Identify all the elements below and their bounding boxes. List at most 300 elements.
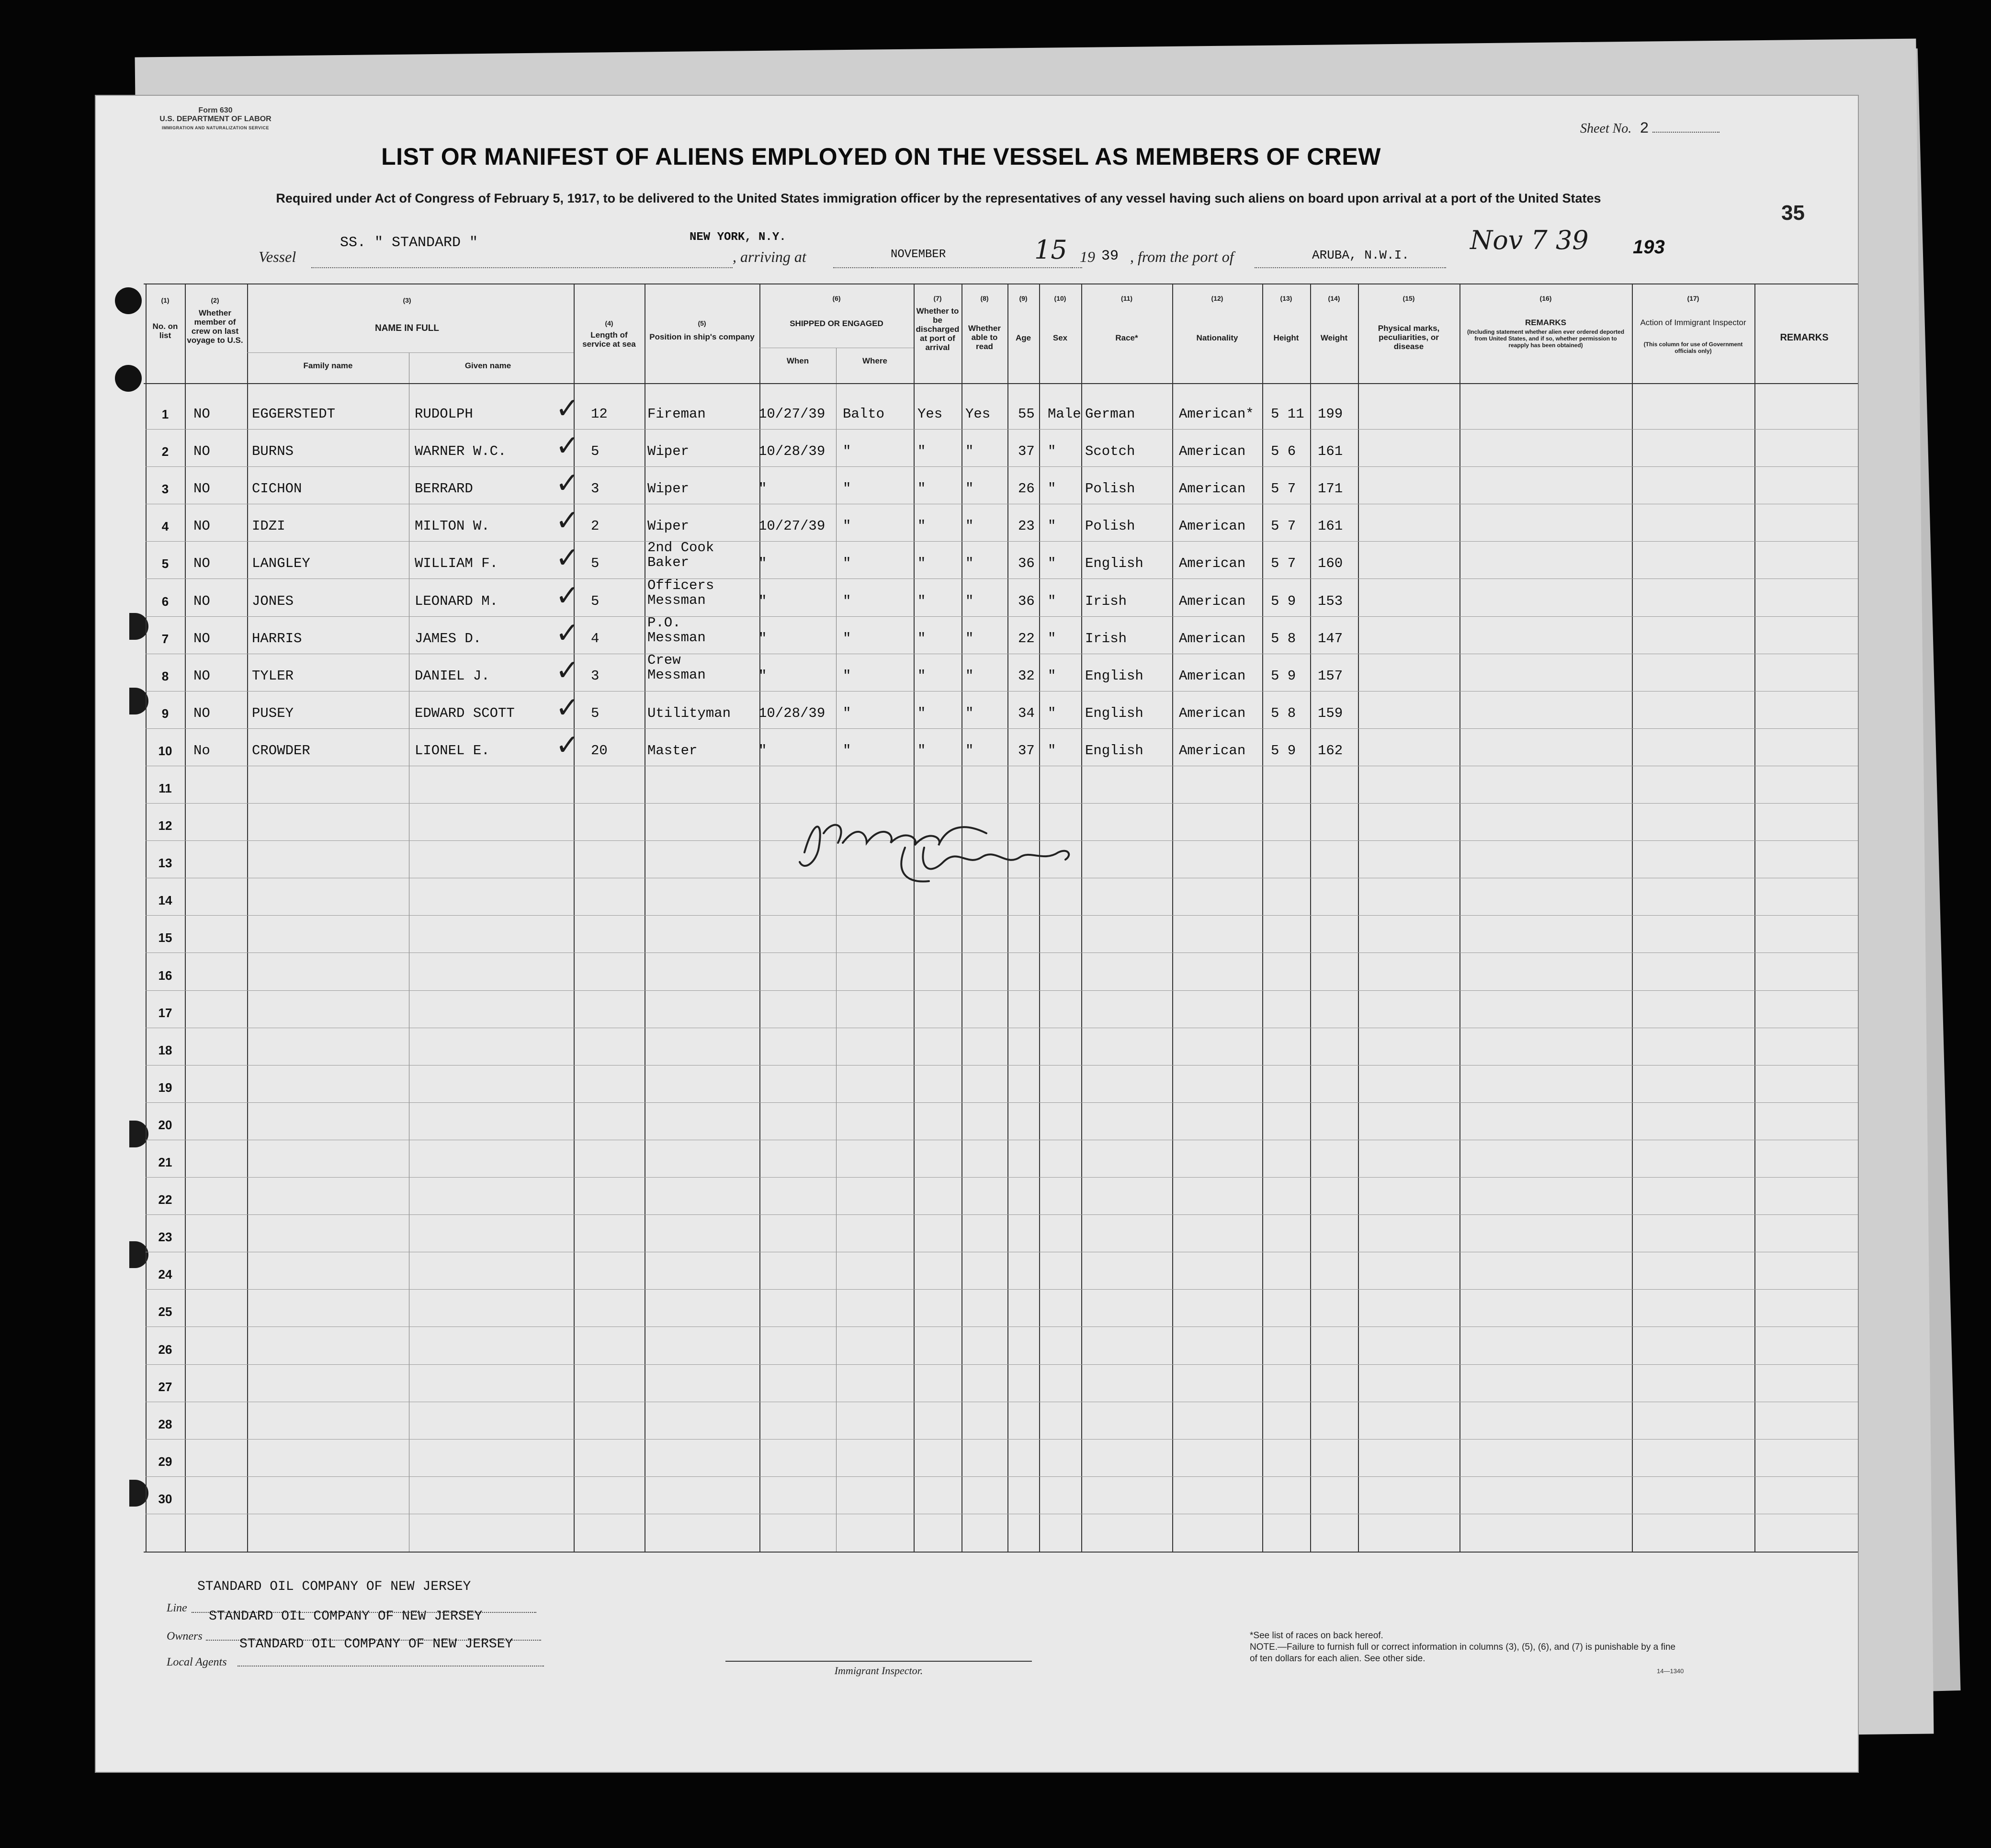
col-3-family-name: Family name	[303, 361, 353, 370]
row-number: 10	[158, 744, 172, 758]
row-number: 18	[158, 1043, 172, 1057]
col-5-label: Position in ship's company	[649, 332, 755, 341]
position-cell: Crew Messman	[647, 652, 706, 683]
sheet-number-label: Sheet No.	[1580, 121, 1632, 136]
grid-hline	[146, 1476, 1858, 1477]
service-length-cell: 12	[591, 406, 608, 422]
race-cell: English	[1085, 556, 1143, 571]
grid-vline	[836, 348, 837, 1552]
nationality-cell: American	[1179, 631, 1246, 646]
col-14-label: Weight	[1320, 333, 1348, 342]
service-length-cell: 20	[591, 743, 608, 759]
position-cell: P.O. Messman	[647, 615, 706, 646]
from-port: ARUBA, N.W.I.	[1312, 248, 1409, 262]
sheet-number-value: 2	[1640, 120, 1649, 137]
able-to-read-cell: "	[965, 593, 974, 609]
sex-cell: "	[1048, 481, 1056, 497]
check-mark-icon: ✓	[555, 429, 580, 463]
col-16-num: (16)	[1539, 295, 1552, 302]
race-cell: English	[1085, 668, 1143, 684]
grid-vline	[1081, 283, 1082, 1552]
position-cell: Utilityman	[647, 705, 731, 721]
from-label: , from the port of	[1130, 248, 1234, 265]
weight-cell: 147	[1318, 631, 1343, 646]
grid-vline	[247, 283, 248, 1552]
weight-cell: 157	[1318, 668, 1343, 684]
agents-label: Local Agents	[167, 1656, 227, 1668]
service-length-cell: 5	[591, 443, 600, 459]
given-name-cell: RUDOLPH	[415, 406, 473, 422]
check-mark-icon: ✓	[555, 616, 580, 650]
grid-hline	[144, 383, 1858, 384]
service-length-cell: 5	[591, 705, 600, 721]
grid-vline	[1007, 283, 1008, 1552]
shipped-when-cell: "	[758, 631, 767, 646]
col-12-num: (12)	[1211, 295, 1223, 302]
shipped-where-cell: "	[843, 518, 851, 534]
family-name-cell: EGGERSTEDT	[252, 406, 336, 422]
discharged-cell: "	[917, 443, 926, 459]
nationality-cell: American	[1179, 556, 1246, 571]
sex-cell: "	[1048, 743, 1056, 759]
shipped-when-cell: 10/28/39	[758, 705, 826, 721]
row-number: 29	[158, 1454, 172, 1469]
grid-vline	[1754, 283, 1755, 1552]
row-number: 22	[158, 1192, 172, 1207]
shipped-where-cell: "	[843, 443, 851, 459]
age-cell: 32	[1018, 668, 1035, 684]
age-cell: 36	[1018, 556, 1035, 571]
grid-vline	[1632, 283, 1633, 1552]
grid-hline	[146, 1364, 1858, 1365]
able-to-read-cell: "	[965, 631, 974, 646]
col-6-when: When	[786, 356, 809, 365]
height-cell: 5 7	[1271, 556, 1296, 571]
sex-cell: "	[1048, 668, 1056, 684]
service-length-cell: 3	[591, 481, 600, 497]
col-2-label: Whether member of crew on last voyage to U.S.	[187, 308, 243, 345]
age-cell: 36	[1018, 593, 1035, 609]
last-voyage-cell: NO	[193, 443, 210, 459]
row-number: 24	[158, 1267, 172, 1281]
discharged-cell: "	[917, 631, 926, 646]
race-cell: Polish	[1085, 518, 1135, 534]
col-1-num: (1)	[161, 296, 170, 304]
height-cell: 5 7	[1271, 518, 1296, 534]
col-3-num: (3)	[403, 296, 411, 304]
grid-hline	[146, 429, 1858, 430]
form-number: Form 630	[198, 106, 233, 114]
service-length-cell: 4	[591, 631, 600, 646]
age-cell: 37	[1018, 443, 1035, 459]
last-voyage-cell: NO	[193, 518, 210, 534]
note-penalty: NOTE.—Failure to furnish full or correct information in columns (3), (5), (6), and (7) is punishable by a fine of ten dollars for each alien. See other side.	[1250, 1642, 1676, 1664]
able-to-read-cell: "	[965, 668, 974, 684]
weight-cell: 153	[1318, 593, 1343, 609]
row-number: 19	[158, 1080, 172, 1095]
col-17-num: (17)	[1687, 295, 1699, 302]
nationality-cell: American	[1179, 705, 1246, 721]
row-number: 15	[158, 930, 172, 945]
weight-cell: 161	[1318, 443, 1343, 459]
service: IMMIGRATION AND NATURALIZATION SERVICE	[162, 125, 269, 130]
grid-hline	[146, 691, 1858, 692]
grid-vline	[1459, 283, 1460, 1552]
department: U.S. DEPARTMENT OF LABOR	[159, 115, 272, 123]
check-mark-icon: ✓	[555, 392, 580, 425]
weight-cell: 162	[1318, 743, 1343, 759]
age-cell: 22	[1018, 631, 1035, 646]
col-10-label: Sex	[1052, 333, 1068, 342]
last-voyage-cell: NO	[193, 668, 210, 684]
able-to-read-cell: "	[965, 518, 974, 534]
nationality-cell: American	[1179, 518, 1246, 534]
discharged-cell: "	[917, 556, 926, 571]
discharged-cell: "	[917, 668, 926, 684]
service-length-cell: 3	[591, 668, 600, 684]
weight-cell: 161	[1318, 518, 1343, 534]
shipped-when-cell: 10/28/39	[758, 443, 826, 459]
discharged-cell: "	[917, 481, 926, 497]
row-number: 3	[161, 482, 169, 496]
vessel-label: Vessel	[259, 248, 296, 265]
sheet-number	[1580, 120, 1720, 137]
row-number: 16	[158, 968, 172, 983]
position-cell: Master	[647, 743, 698, 759]
grid-vline	[1310, 283, 1311, 1552]
shipped-where-cell: "	[843, 481, 851, 497]
grid-hline	[144, 1552, 1858, 1553]
row-number: 9	[161, 706, 169, 721]
grid-hline	[144, 283, 1858, 284]
col-9-num: (9)	[1019, 295, 1028, 302]
arrival-month: NOVEMBER	[891, 248, 946, 261]
last-voyage-cell: NO	[193, 406, 210, 422]
sex-cell: "	[1048, 518, 1056, 534]
grid-hline	[146, 1177, 1858, 1178]
col-6-where: Where	[862, 356, 887, 365]
height-cell: 5 7	[1271, 481, 1296, 497]
race-cell: German	[1085, 406, 1135, 422]
sex-cell: "	[1048, 593, 1056, 609]
grid-hline	[146, 952, 1858, 953]
age-cell: 37	[1018, 743, 1035, 759]
age-cell: 26	[1018, 481, 1035, 497]
given-name-cell: LIONEL E.	[415, 743, 490, 759]
nationality-cell: American	[1179, 481, 1246, 497]
discharged-cell: "	[917, 705, 926, 721]
inspector-label: Immigrant Inspector.	[834, 1665, 923, 1677]
grid-hline	[146, 728, 1858, 729]
check-mark-icon: ✓	[555, 504, 580, 537]
height-cell: 5 9	[1271, 668, 1296, 684]
row-number: 4	[161, 519, 169, 533]
col-4-label: Length of service at sea	[582, 330, 636, 349]
grid-hline	[146, 915, 1858, 916]
row-number: 21	[158, 1155, 172, 1169]
col-13-label: Height	[1273, 333, 1299, 342]
grid-vline	[1039, 283, 1040, 1552]
race-cell: English	[1085, 705, 1143, 721]
col-remarks-label: REMARKS	[1780, 332, 1829, 343]
grid-vline	[185, 283, 186, 1552]
able-to-read-cell: "	[965, 705, 974, 721]
sex-cell: "	[1048, 631, 1056, 646]
shipped-where-cell: "	[843, 556, 851, 571]
col-14-num: (14)	[1328, 295, 1340, 302]
col-15-label: Physical marks, peculiarities, or disease	[1378, 324, 1440, 351]
page-title: LIST OR MANIFEST OF ALIENS EMPLOYED ON THE VESSEL AS MEMBERS OF CREW	[381, 143, 1381, 170]
service-length-cell: 2	[591, 518, 600, 534]
check-mark-icon: ✓	[555, 691, 580, 725]
sex-cell: "	[1048, 556, 1056, 571]
col-16-label: REMARKS	[1525, 318, 1566, 327]
row-number: 17	[158, 1006, 172, 1020]
agents-value: STANDARD OIL COMPANY OF NEW JERSEY	[239, 1637, 513, 1652]
given-name-cell: WARNER W.C.	[415, 443, 507, 459]
year-suffix: 39	[1101, 248, 1119, 264]
last-voyage-cell: NO	[193, 631, 210, 646]
line-value: STANDARD OIL COMPANY OF NEW JERSEY	[197, 1579, 471, 1594]
given-name-cell: LEONARD M.	[415, 593, 498, 609]
nationality-cell: American	[1179, 668, 1246, 684]
col-10-num: (10)	[1054, 295, 1066, 302]
owners-label: Owners	[167, 1630, 203, 1643]
nationality-cell: American	[1179, 743, 1246, 759]
check-mark-icon: ✓	[555, 579, 580, 612]
grid-hline	[146, 1065, 1858, 1066]
shipped-when-cell: "	[758, 593, 767, 609]
form-reference	[139, 106, 292, 132]
given-name-cell: DANIEL J.	[415, 668, 490, 684]
last-voyage-cell: NO	[193, 556, 210, 571]
given-name-cell: WILLIAM F.	[415, 556, 498, 571]
shipped-when-cell: "	[758, 556, 767, 571]
shipped-where-cell: "	[843, 593, 851, 609]
row-number: 13	[158, 856, 172, 870]
family-name-cell: CICHON	[252, 481, 302, 497]
grid-hline	[146, 1326, 1858, 1327]
col-16-note: (Including statement whether alien ever ordered deported from United States, and if so, whether permission to reapply has been obtained)	[1467, 329, 1625, 349]
col-2-num: (2)	[211, 296, 219, 304]
grid-hline	[146, 541, 1858, 542]
race-cell: English	[1085, 743, 1143, 759]
service-length-cell: 5	[591, 556, 600, 571]
arrival-day: 15	[1034, 235, 1067, 265]
row-number: 26	[158, 1342, 172, 1357]
height-cell: 5 8	[1271, 705, 1296, 721]
arriving-label: , arriving at	[733, 248, 806, 265]
race-cell: Irish	[1085, 593, 1127, 609]
row-number: 23	[158, 1230, 172, 1244]
age-cell: 34	[1018, 705, 1035, 721]
binder-hole	[115, 365, 142, 392]
family-name-cell: HARRIS	[252, 631, 302, 646]
vessel-name: SS. " STANDARD "	[340, 235, 478, 251]
row-number: 14	[158, 893, 172, 907]
stamp-number: 193	[1633, 237, 1665, 258]
able-to-read-cell: "	[965, 443, 974, 459]
shipped-where-cell: Balto	[843, 406, 885, 422]
shipped-when-cell: 10/27/39	[758, 406, 826, 422]
vessel-line	[244, 225, 1729, 273]
last-voyage-cell: NO	[193, 705, 210, 721]
family-name-cell: TYLER	[252, 668, 294, 684]
col-17-note: (This column for use of Government officials only)	[1643, 341, 1743, 354]
sex-cell: Male	[1048, 406, 1081, 422]
grid-vline	[1358, 283, 1359, 1552]
family-name-cell: CROWDER	[252, 743, 310, 759]
position-cell: Wiper	[647, 518, 690, 534]
nationality-cell: American	[1179, 593, 1246, 609]
shipped-where-cell: "	[843, 631, 851, 646]
grid-vline	[914, 283, 915, 1552]
race-cell: Irish	[1085, 631, 1127, 646]
col-6-num: (6)	[832, 295, 841, 302]
footer-note	[1250, 1630, 1681, 1665]
able-to-read-cell: "	[965, 481, 974, 497]
binder-hole	[115, 287, 142, 314]
row-number: 25	[158, 1304, 172, 1319]
grid-hline	[146, 1214, 1858, 1215]
discharged-cell: "	[917, 593, 926, 609]
owners-value: STANDARD OIL COMPANY OF NEW JERSEY	[209, 1609, 483, 1624]
check-mark-icon: ✓	[555, 728, 580, 762]
grid-hline	[146, 1439, 1858, 1440]
row-number: 2	[161, 444, 169, 459]
col-15-num: (15)	[1403, 295, 1415, 302]
grid-vline	[759, 283, 760, 1552]
discharged-cell: Yes	[917, 406, 943, 422]
received-date-stamp: Nov 7 39	[1470, 225, 1589, 255]
last-voyage-cell: No	[193, 743, 210, 759]
nationality-cell: American	[1179, 443, 1246, 459]
col-8-label: Whether able to read	[968, 324, 1001, 351]
col-5-num: (5)	[698, 319, 706, 327]
note-races: *See list of races on back hereof.	[1250, 1631, 1383, 1641]
check-mark-icon: ✓	[555, 466, 580, 500]
grid-vline	[1172, 283, 1173, 1552]
race-cell: Scotch	[1085, 443, 1135, 459]
last-voyage-cell: NO	[193, 593, 210, 609]
age-cell: 23	[1018, 518, 1035, 534]
shipped-where-cell: "	[843, 705, 851, 721]
height-cell: 5 6	[1271, 443, 1296, 459]
shipped-where-cell: "	[843, 743, 851, 759]
weight-cell: 199	[1318, 406, 1343, 422]
height-cell: 5 9	[1271, 743, 1296, 759]
col-7-num: (7)	[933, 295, 942, 302]
position-cell: Wiper	[647, 443, 690, 459]
edge-mark: 35	[1781, 201, 1805, 225]
row-number: 7	[161, 632, 169, 646]
weight-cell: 171	[1318, 481, 1343, 497]
col-6-label: SHIPPED OR ENGAGED	[790, 319, 883, 328]
shipped-when-cell: "	[758, 481, 767, 497]
col-12-label: Nationality	[1196, 333, 1238, 342]
last-voyage-cell: NO	[193, 481, 210, 497]
col-3-label: NAME IN FULL	[374, 323, 440, 333]
row-number: 28	[158, 1417, 172, 1431]
row-number: 30	[158, 1492, 172, 1506]
grid-hline	[146, 1102, 1858, 1103]
arriving-port: NEW YORK, N.Y.	[690, 231, 786, 244]
row-number: 12	[158, 818, 172, 833]
shipped-when-cell: "	[758, 668, 767, 684]
grid-vline	[1262, 283, 1263, 1552]
able-to-read-cell: "	[965, 556, 974, 571]
col-17-label: Action of Immigrant Inspector	[1640, 318, 1746, 327]
grid-hline	[146, 616, 1858, 617]
grid-vline	[146, 283, 147, 1552]
line-label: Line	[167, 1602, 187, 1614]
col-9-label: Age	[1015, 333, 1031, 342]
position-cell: 2nd Cook Baker	[647, 540, 714, 570]
col-11-label: Race*	[1115, 333, 1138, 342]
position-cell: Fireman	[647, 406, 706, 422]
discharged-cell: "	[917, 518, 926, 534]
given-name-cell: BERRARD	[415, 481, 473, 497]
shipped-where-cell: "	[843, 668, 851, 684]
grid-hline	[146, 466, 1858, 467]
position-cell: Officers Messman	[647, 578, 714, 608]
given-name-cell: MILTON W.	[415, 518, 490, 534]
race-cell: Polish	[1085, 481, 1135, 497]
given-name-cell: EDWARD SCOTT	[415, 705, 515, 721]
col-1-label: No. on list	[152, 322, 178, 340]
family-name-cell: PUSEY	[252, 705, 294, 721]
sex-cell: "	[1048, 705, 1056, 721]
family-name-cell: LANGLEY	[252, 556, 310, 571]
family-name-cell: IDZI	[252, 518, 285, 534]
check-mark-icon: ✓	[555, 654, 580, 687]
inspector-signature	[785, 790, 1082, 886]
row-number: 6	[161, 594, 169, 609]
col-7-label: Whether to be discharged at port of arrival	[916, 306, 960, 352]
height-cell: 5 11	[1271, 406, 1304, 422]
col-11-num: (11)	[1120, 295, 1133, 302]
col-4-num: (4)	[605, 319, 613, 327]
age-cell: 55	[1018, 406, 1035, 422]
page-subtitle: Required under Act of Congress of February 5, 1917, to be delivered to the United States immigration officer by the representatives of any vessel having such aliens on board upon arrival at a port of the United States	[276, 191, 1601, 205]
row-number: 5	[161, 556, 169, 571]
service-length-cell: 5	[591, 593, 600, 609]
height-cell: 5 8	[1271, 631, 1296, 646]
shipped-when-cell: 10/27/39	[758, 518, 826, 534]
row-number: 20	[158, 1118, 172, 1132]
grid-hline	[146, 1289, 1858, 1290]
year-prefix: 19	[1080, 248, 1095, 265]
able-to-read-cell: Yes	[965, 406, 991, 422]
family-name-cell: BURNS	[252, 443, 294, 459]
col-8-num: (8)	[980, 295, 989, 302]
able-to-read-cell: "	[965, 743, 974, 759]
weight-cell: 159	[1318, 705, 1343, 721]
col-3-given-name: Given name	[464, 361, 511, 370]
grid-hline	[247, 352, 574, 353]
row-number: 11	[158, 781, 172, 795]
shipped-when-cell: "	[758, 743, 767, 759]
row-number: 27	[158, 1380, 172, 1394]
given-name-cell: JAMES D.	[415, 631, 482, 646]
position-cell: Wiper	[647, 481, 690, 497]
check-mark-icon: ✓	[555, 541, 580, 575]
nationality-cell: American*	[1179, 406, 1254, 422]
col-13-num: (13)	[1280, 295, 1292, 302]
family-name-cell: JONES	[252, 593, 294, 609]
grid-hline	[146, 990, 1858, 991]
weight-cell: 160	[1318, 556, 1343, 571]
